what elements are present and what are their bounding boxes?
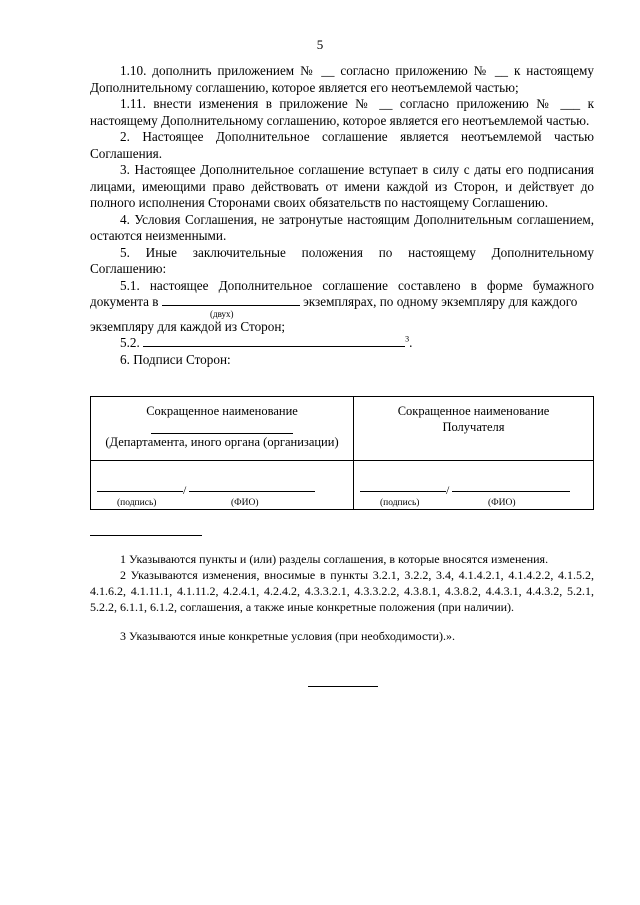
body-text	[90, 63, 594, 368]
right-signature-cell	[354, 461, 594, 510]
footnote-ref-3: 3	[405, 334, 410, 344]
left-fio-caption: (ФИО)	[231, 498, 259, 508]
left-signature-caption: (подпись)	[117, 498, 157, 508]
paragraph-5-2-label: 5.2.	[120, 335, 140, 350]
paragraph-5-1-mid: экземплярах, по одному экземпляру для каждого	[303, 294, 578, 309]
right-fio-blank	[452, 480, 570, 492]
left-fio-blank	[189, 480, 315, 492]
right-signature-slash: /	[446, 483, 450, 497]
copies-caption: (двух)	[210, 308, 234, 319]
paragraph-6: 6. Подписи Сторон:	[120, 351, 231, 367]
left-header-title: Сокращенное наименование	[146, 404, 298, 418]
paragraph-5-1-end: экземпляру для каждой из Сторон;	[90, 318, 286, 334]
left-signature-blank	[97, 480, 183, 492]
right-fio-caption: (ФИО)	[488, 498, 516, 508]
footnote-separator	[90, 535, 202, 536]
signatures-table	[90, 396, 594, 510]
left-party-header	[91, 397, 354, 461]
paragraph-5-1-start: 5.1. настоящее Дополнительное соглашение составлено в форме бумажного документа в	[90, 277, 594, 309]
paragraph-1-10: 1.10. дополнить приложением № __ согласно приложению № __ к настоящему Дополнительному соглашению, которое является его неотъемлемой частью;	[90, 63, 594, 95]
paragraph-3: 3. Настоящее Дополнительное соглашение вступает в силу с даты его подписания лицами, имеющими право действовать от имени каждой из Сторон, и действует до полного исполнения Сторонами своих обязательств по настоящему Соглашению.	[90, 162, 594, 210]
left-signature-slash: /	[183, 483, 187, 497]
copies-blank	[162, 294, 300, 306]
paragraph-5-2-end: .	[409, 335, 413, 350]
right-signature-blank	[360, 480, 446, 492]
page-number: 5	[316, 37, 324, 52]
left-header-blank	[151, 421, 293, 434]
left-signature-cell	[91, 461, 354, 510]
paragraph-5: 5. Иные заключительные положения по настоящему Дополнительному Соглашению:	[90, 244, 594, 276]
paragraph-2: 2. Настоящее Дополнительное соглашение является неотъемлемой частью Соглашения.	[90, 129, 594, 161]
end-separator	[308, 686, 378, 687]
footnote-2: 2 Указываются изменения, вносимые в пункты 3.2.1, 3.2.2, 3.4, 4.1.4.2.1, 4.1.4.2.2, 4.1.5.2, 4.1.6.2, 4.1.11.1, 4.1.11.2, 4.2.4.1, 4.2.4.2, 4.3.3.2.1, 4.3.3.2.2, 4.3.8.1, 4.3.8.2, 4.4.3.1, 4.4.3.2, 5.2.1, 5.2.2, 6.1.1, 6.1.2, соглашения, а также иные конкретные положения (при наличии).	[90, 568, 594, 614]
footnote-1: 1 Указываются пункты и (или) разделы соглашения, в которые вносятся изменения.	[120, 552, 549, 566]
condition-blank	[143, 335, 405, 347]
paragraph-5-2	[90, 335, 594, 352]
right-signature-caption: (подпись)	[380, 498, 420, 508]
right-party-header	[354, 397, 594, 461]
right-header-title: Сокращенное наименование Получателя	[397, 404, 550, 434]
paragraph-5-1	[90, 278, 594, 311]
paragraph-4: 4. Условия Соглашения, не затронутые настоящим Дополнительным соглашением, остаются неизменными.	[90, 211, 594, 243]
footnote-3: 3 Указываются иные конкретные условия (при необходимости).».	[120, 629, 455, 643]
left-header-caption: (Департамента, иного органа (организации)	[105, 435, 339, 449]
paragraph-1-11: 1.11. внести изменения в приложение № __ согласно приложению № ___ к настоящему Дополнительному соглашению, которое является его неотъемлемой частью.	[90, 96, 594, 128]
